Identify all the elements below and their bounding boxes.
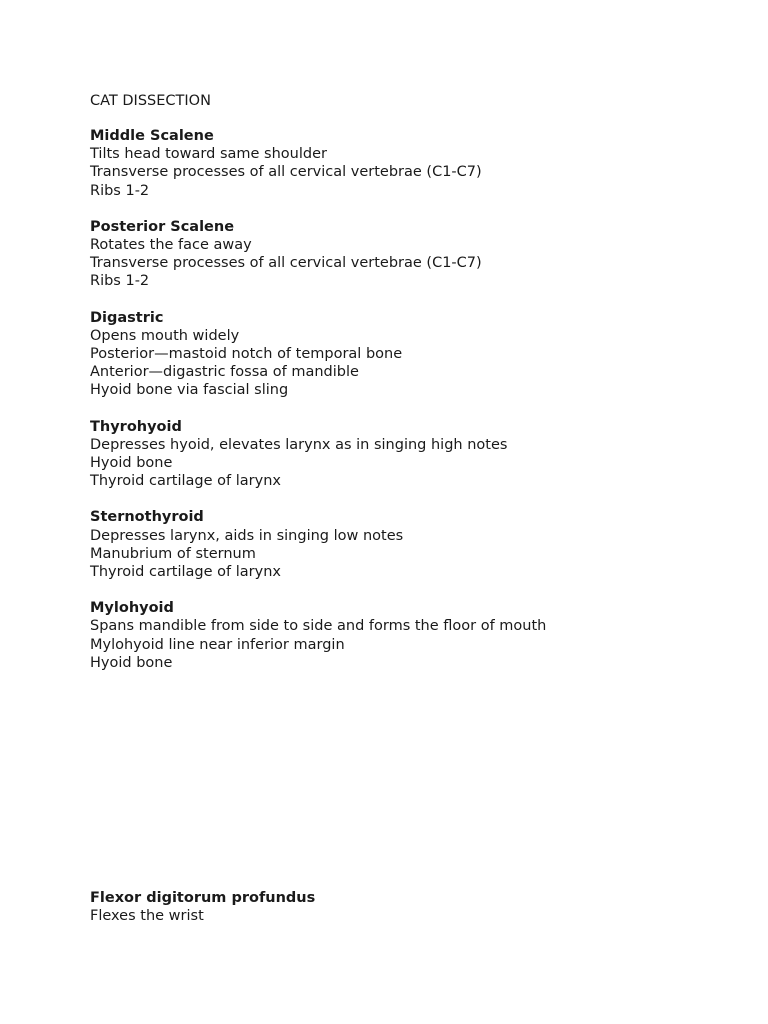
section-line: Posterior—mastoid notch of temporal bone [90,346,403,363]
section-line: Anterior—digastric fossa of mandible [90,364,359,381]
muscle-section-late [90,889,730,925]
section-line: Transverse processes of all cervical vertebrae (C1-C7) [90,255,482,272]
section-heading: Sternothyroid [90,509,204,526]
section-line: Hyoid bone [90,654,173,671]
section-line: Manubrium of sternum [90,545,256,562]
section-line: Thyroid cartilage of larynx [90,564,281,581]
document-body [90,91,730,690]
muscle-section [90,418,730,491]
section-line: Flexes the wrist [90,908,204,925]
section-line: Depresses larynx, aids in singing low notes [90,527,404,544]
section-line: Hyoid bone via fascial sling [90,382,289,399]
section-line: Ribs 1-2 [90,182,150,199]
muscle-sections [90,127,730,672]
section-heading: Flexor digitorum profundus [90,890,316,906]
muscle-section [90,127,730,200]
section-line: Opens mouth widely [90,327,240,344]
section-line: Hyoid bone [90,455,173,472]
document-title: CAT DISSECTION [90,93,211,109]
section-heading: Thyrohyoid [90,418,182,435]
section-line: Thyroid cartilage of larynx [90,473,281,490]
section-line: Ribs 1-2 [90,273,150,290]
muscle-section [90,599,730,672]
section-heading: Middle Scalene [90,128,214,144]
section-line: Mylohyoid line near inferior margin [90,636,345,653]
muscle-section [90,218,730,291]
muscle-section [90,309,730,400]
section-line: Rotates the face away [90,237,252,254]
section-line: Tilts head toward same shoulder [90,146,327,163]
muscle-section [90,508,730,581]
section-line: Spans mandible from side to side and forms the floor of mouth [90,618,547,635]
section-heading: Mylohyoid [90,600,174,617]
section-heading: Digastric [90,309,164,326]
section-line: Depresses hyoid, elevates larynx as in singing high notes [90,436,508,453]
section-line: Transverse processes of all cervical vertebrae (C1-C7) [90,164,482,181]
section-heading: Posterior Scalene [90,218,235,235]
